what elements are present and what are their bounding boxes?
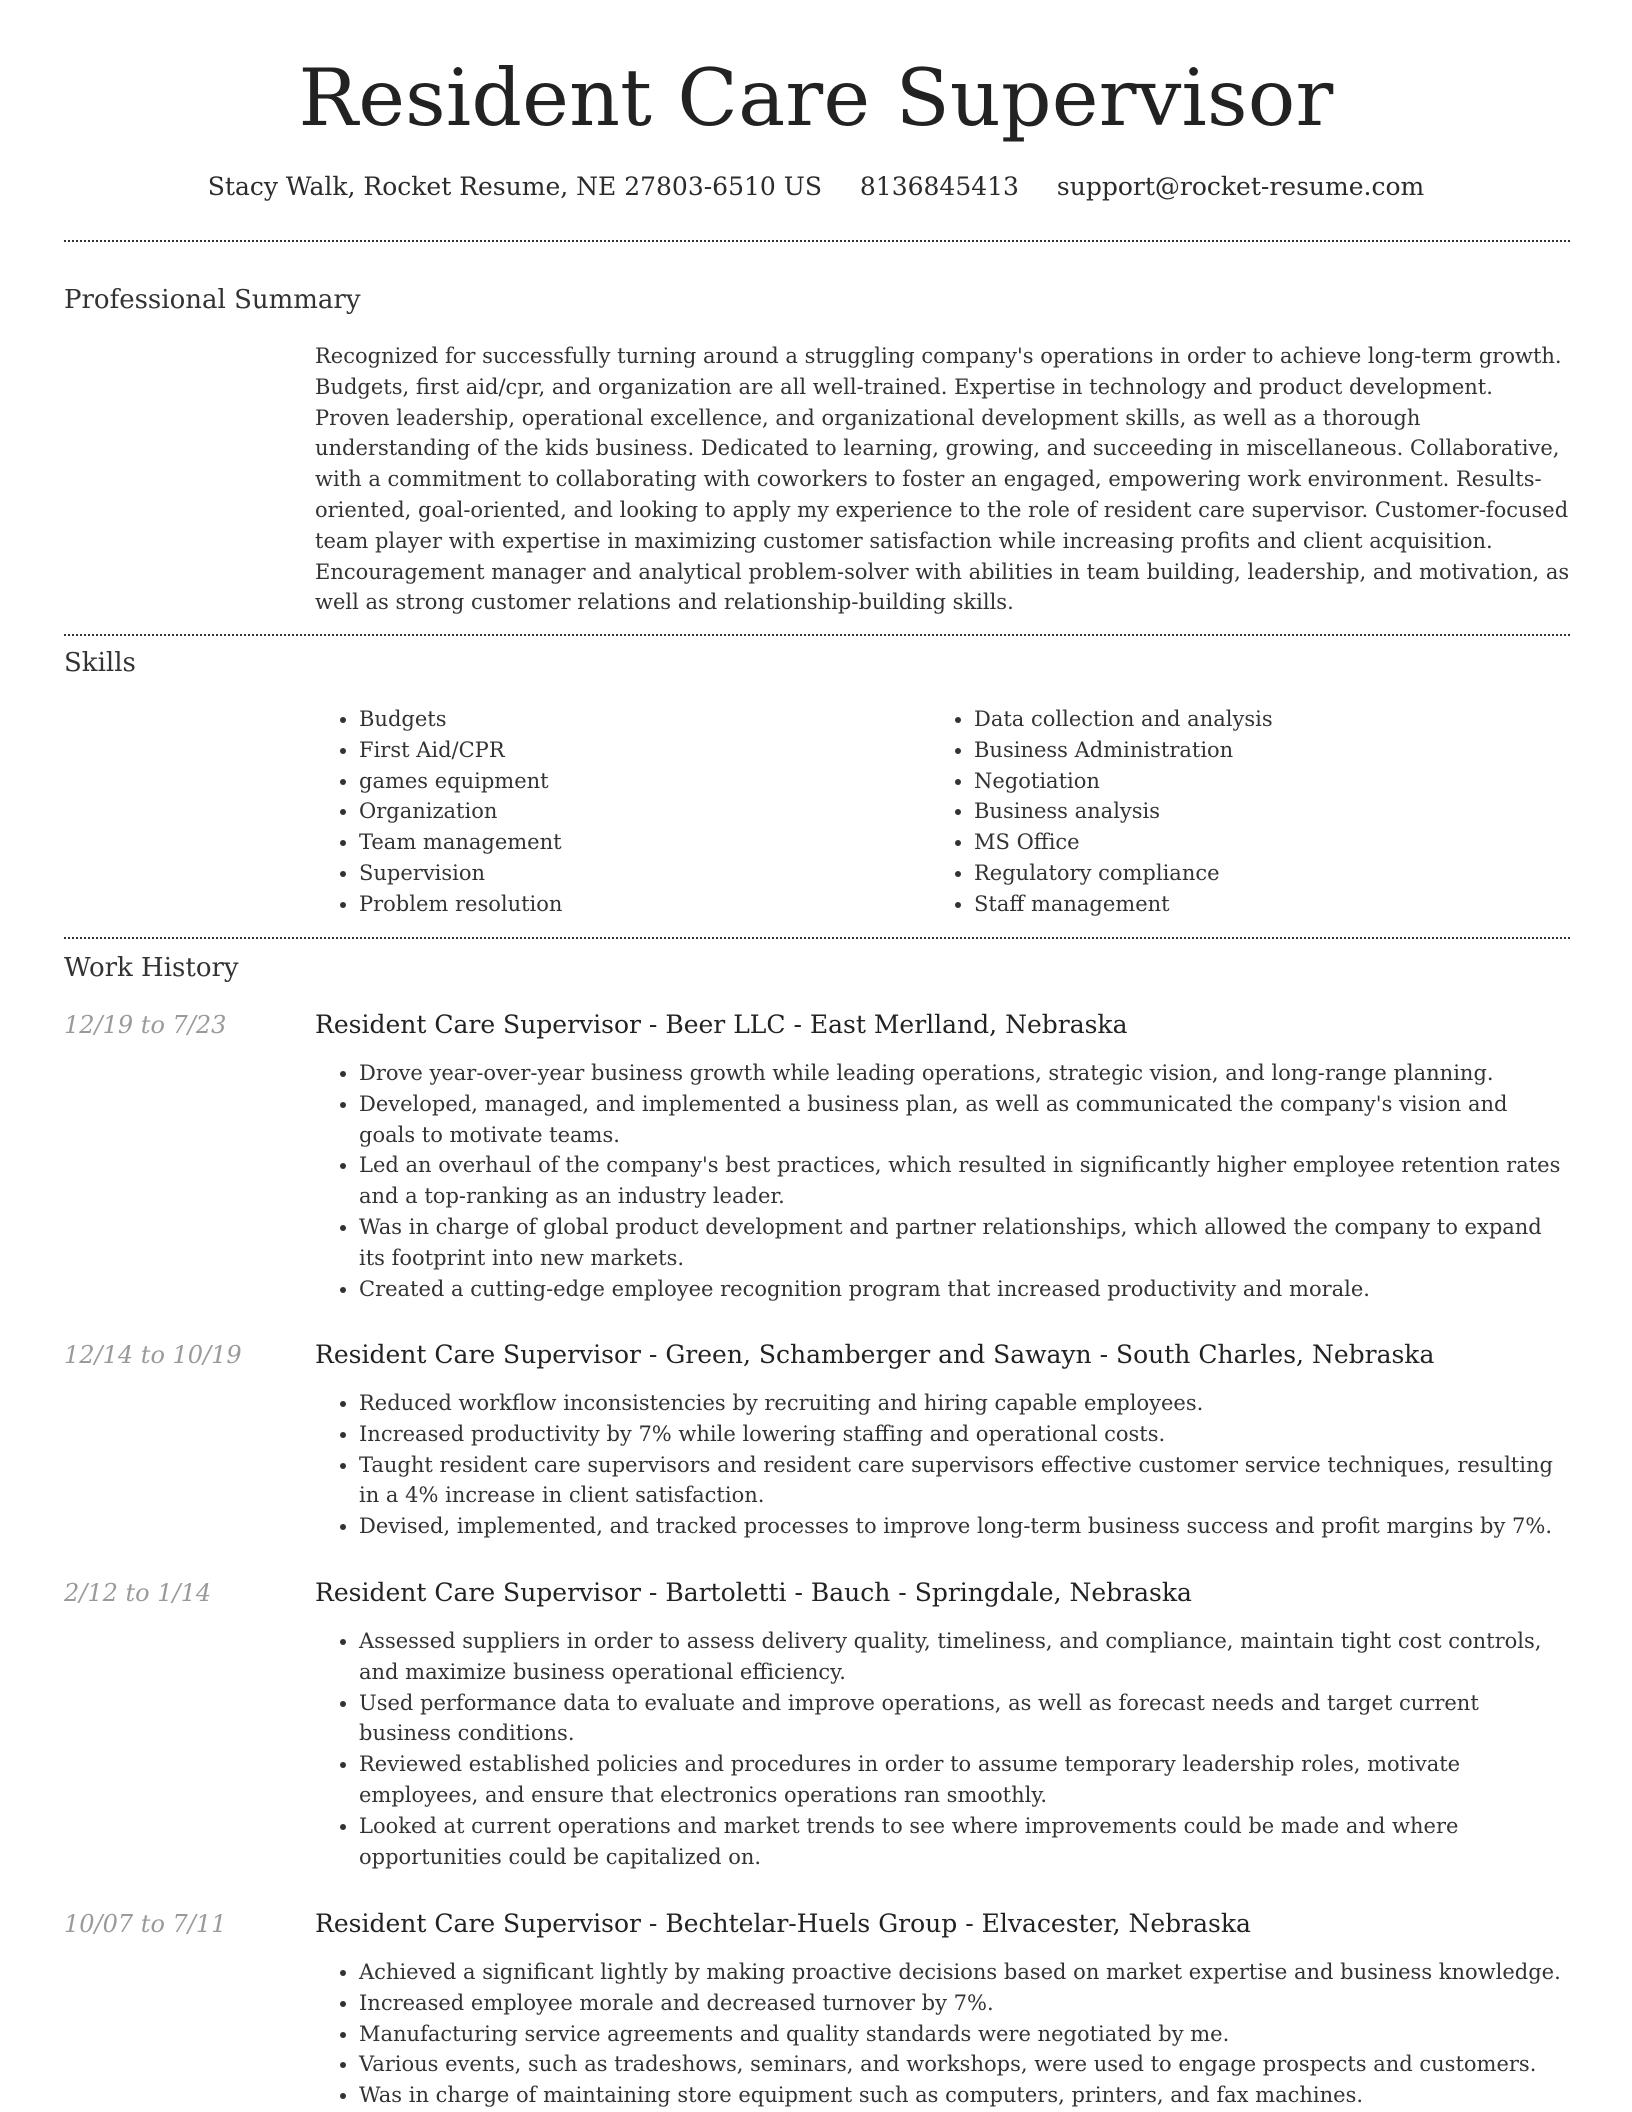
- contact-line: [0, 170, 1632, 204]
- skill-item: • Data collection and analysis: [974, 704, 1490, 735]
- job-duty-item: • Looked at current operations and market trends to see where improvements could be made and where opportunities could be capitalized on.: [359, 1811, 1570, 1873]
- skill-item: • Organization: [359, 796, 875, 827]
- job-heading: Resident Care Supervisor - Beer LLC - East Merlland, Nebraska: [315, 1010, 1128, 1039]
- job-dates: 12/14 to 10/19: [64, 1341, 242, 1369]
- job-duty-item: • Devised, implemented, and tracked processes to improve long-term business success and profit margins by 7%.: [359, 1511, 1570, 1542]
- job-heading: Resident Care Supervisor - Green, Schamberger and Sawayn - South Charles, Nebraska: [315, 1340, 1435, 1369]
- contact-phone: 8136845413: [859, 172, 1019, 201]
- job-duty-item: • Led an overhaul of the company's best practices, which resulted in significantly higher employee retention rates and a top-ranking as an industry leader.: [359, 1150, 1570, 1212]
- skill-item: • Regulatory compliance: [974, 858, 1490, 889]
- skill-item: • Staff management: [974, 889, 1490, 920]
- job-duty-item: • Increased employee morale and decreased turnover by 7%.: [359, 1988, 1570, 2019]
- divider-skills: [64, 937, 1570, 939]
- job-duty-item: • Manufacturing service agreements and quality standards were negotiated by me.: [359, 2019, 1570, 2050]
- job-duty-item: • Reviewed established policies and procedures in order to assume temporary leadership roles, motivate employees, and ensure that electronics operations ran smoothly.: [359, 1749, 1570, 1811]
- skills-column-right: [930, 704, 1490, 920]
- resume-title: Resident Care Supervisor: [298, 52, 1334, 144]
- job-duties: [315, 1957, 1570, 2111]
- contact-address: Stacy Walk, Rocket Resume, NE 27803-6510 US: [207, 172, 822, 201]
- job-duty-item: • Various events, such as tradeshows, seminars, and workshops, were used to engage prospects and customers.: [359, 2049, 1570, 2080]
- job-duty-item: • Was in charge of global product development and partner relationships, which allowed the company to expand its footprint into new markets.: [359, 1212, 1570, 1274]
- skill-item: • Business analysis: [974, 796, 1490, 827]
- skills-column-left: [315, 704, 875, 920]
- job-duties: [315, 1058, 1570, 1304]
- divider-header: [64, 240, 1570, 242]
- divider-summary: [64, 634, 1570, 636]
- job-duty-item: • Achieved a significant lightly by making proactive decisions based on market expertise and business knowledge.: [359, 1957, 1570, 1988]
- job-duty-item: • Was in charge of maintaining store equipment such as computers, printers, and fax machines.: [359, 2080, 1570, 2111]
- skill-item: • MS Office: [974, 827, 1490, 858]
- job-heading: Resident Care Supervisor - Bechtelar-Huels Group - Elvacester, Nebraska: [315, 1909, 1251, 1938]
- skills-heading: Skills: [64, 648, 136, 678]
- skill-item: • Business Administration: [974, 735, 1490, 766]
- job-duty-item: • Developed, managed, and implemented a business plan, as well as communicated the company's vision and goals to motivate teams.: [359, 1089, 1570, 1151]
- job-dates: 12/19 to 7/23: [64, 1011, 227, 1039]
- job-duty-item: • Increased productivity by 7% while lowering staffing and operational costs.: [359, 1419, 1570, 1450]
- skill-item: • games equipment: [359, 766, 875, 797]
- job-dates: 2/12 to 1/14: [64, 1579, 212, 1607]
- summary-text: Recognized for successfully turning around a struggling company's operations in order to achieve long-term growth. Budgets, first aid/cpr, and organization are all well-trained. Expertise in technology and product development. Proven leadership, operational excellence, and organizational development skills, as well as a thorough understanding of the kids business. Dedicated to learning, growing, and succeeding in miscellaneous. Collaborative, with a commitment to collaborating with coworkers to foster an engaged, empowering work environment. Results-oriented, goal-oriented, and looking to apply my experience to the role of resident care supervisor. Customer-focused team player with expertise in maximizing customer satisfaction while increasing profits and client acquisition. Encouragement manager and analytical problem-solver with abilities in team building, leadership, and motivation, as well as strong customer relations and relationship-building skills.: [315, 344, 1570, 615]
- skill-item: • Negotiation: [974, 766, 1490, 797]
- job-duty-item: • Drove year-over-year business growth while leading operations, strategic vision, and long-range planning.: [359, 1058, 1570, 1089]
- skill-item: • Supervision: [359, 858, 875, 889]
- skill-item: • Team management: [359, 827, 875, 858]
- job-duties: [315, 1626, 1570, 1872]
- job-duty-item: • Assessed suppliers in order to assess delivery quality, timeliness, and compliance, maintain tight cost controls, and maximize business operational efficiency.: [359, 1626, 1570, 1688]
- contact-email: support@rocket-resume.com: [1056, 172, 1425, 201]
- job-heading: Resident Care Supervisor - Bartoletti - Bauch - Springdale, Nebraska: [315, 1578, 1192, 1607]
- summary-heading: Professional Summary: [64, 285, 361, 315]
- job-duty-item: • Taught resident care supervisors and resident care supervisors effective customer service techniques, resulting in a 4% increase in client satisfaction.: [359, 1450, 1570, 1512]
- job-duty-item: • Created a cutting-edge employee recognition program that increased productivity and morale.: [359, 1274, 1570, 1305]
- skill-item: • Problem resolution: [359, 889, 875, 920]
- job-duty-item: • Used performance data to evaluate and improve operations, as well as forecast needs and target current business conditions.: [359, 1688, 1570, 1750]
- job-duties: [315, 1388, 1570, 1542]
- skill-item: • First Aid/CPR: [359, 735, 875, 766]
- work-history-heading: Work History: [64, 953, 239, 983]
- job-duty-item: • Reduced workflow inconsistencies by recruiting and hiring capable employees.: [359, 1388, 1570, 1419]
- job-dates: 10/07 to 7/11: [64, 1910, 227, 1938]
- skill-item: • Budgets: [359, 704, 875, 735]
